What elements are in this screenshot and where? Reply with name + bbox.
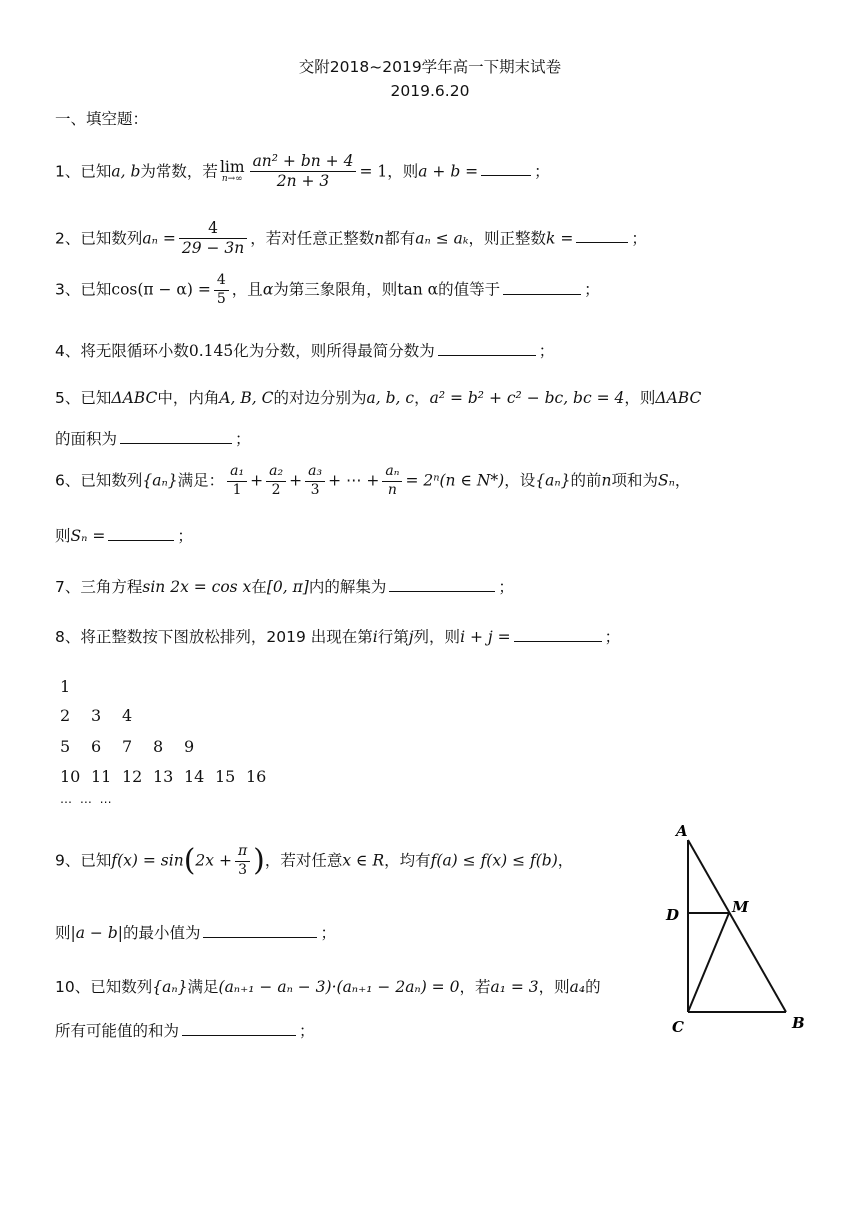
answer-blank-7 (389, 590, 495, 592)
answer-blank-6 (108, 539, 174, 541)
number-row-3: 5 6 7 8 9 (60, 737, 195, 756)
question-10: 10、已知数列{aₙ}满足(aₙ₊₁ − aₙ − 3)·(aₙ₊₁ − 2aₙ) = 0，若a₁ = 3，则a₄的 (55, 978, 601, 996)
question-8: 8、将正整数按下图放松排列，2019 出现在第i行第j列，则i + j = ； (55, 628, 621, 646)
question-6: 6、已知数列{aₙ}满足： $\frac{\text{a₁}}{1}$ + $\frac{\text{a₂}}{2}$ + $\frac{\text{a₃}}{3}$ + ⋯ + $\frac{\text{aₙ}}{n}$ = 2ⁿ(n ∈ N*)，设{aₙ}的前n项和为Sₙ， (55, 463, 691, 498)
answer-blank-9 (203, 936, 317, 938)
fraction-term-2: $\frac{\text{a₂}}{2}$ (266, 463, 286, 499)
label-b: B (792, 1014, 805, 1032)
answer-blank-3 (503, 293, 581, 295)
segment-ab (688, 840, 786, 1012)
number-row-2: 2 3 4 (60, 706, 133, 725)
answer-blank-2 (576, 241, 628, 243)
limit-operator: lim n→∞ (219, 157, 245, 185)
label-c: C (672, 1018, 684, 1036)
number-row-4: 10 11 12 13 14 15 16 (60, 767, 267, 786)
label-m: M (732, 898, 749, 916)
question-2: 2、已知数列aₙ = $\frac{4}{29 - 3n}$ ，若对任意正整数n都有aₙ ≤ aₖ，则正整数k = ； (55, 219, 647, 258)
exam-title: 交附2018~2019学年高一下期末试卷 (298, 58, 562, 76)
answer-blank-10 (182, 1034, 296, 1036)
question-9: 9、已知f(x) = sin(2x + $\frac{\pi}{3}$ )，若对任意x ∈ R，均有f(a) ≤ f(x) ≤ f(b)， (55, 843, 574, 878)
question-3: 3、已知cos(π − α) = $\frac{4}{5}$ ，且α为第三象限角，则tan α的值等于 ； (55, 272, 600, 307)
exam-date: 2019.6.20 (390, 82, 470, 100)
label-a: A (676, 822, 688, 840)
section-heading: 一、填空题： (55, 110, 149, 128)
fraction: $\frac{4}{29 - 3n}$ (179, 219, 247, 259)
fraction: $\frac{\text{an² + bn + 4}}{2n + 3}$ (250, 152, 357, 192)
question-9-line-2: 则|a − b|的最小值为 ； (55, 924, 336, 942)
number-row-1: 1 (60, 677, 71, 696)
question-1: 1、已知a, b为常数，若 lim n→∞ $\frac{\text{an² + bn + 4}}{2n + 3}$ = 1，则a + b = ； (55, 152, 550, 191)
answer-blank-4 (438, 354, 536, 356)
fraction: $\frac{\pi}{3}$ (235, 843, 250, 879)
fraction-term-n: $\frac{\text{aₙ}}{n}$ (382, 463, 402, 499)
question-10-line-2: 所有可能值的和为 ； (55, 1022, 315, 1040)
answer-blank-1 (481, 174, 531, 176)
segment-cm (688, 913, 729, 1012)
question-5: 5、已知ΔABC中，内角A, B, C的对边分别为a, b, c，a² = b² + c² − bc, bc = 4，则ΔABC (55, 389, 702, 407)
fraction: $\frac{4}{5}$ (214, 272, 229, 308)
label-d: D (666, 906, 680, 924)
answer-blank-5 (120, 442, 232, 444)
number-ellipsis: ⋯ ⋯ ⋯ (60, 795, 114, 809)
question-4: 4、将无限循环小数0.14̇5̇化为分数，则所得最简分数为 ； (55, 342, 555, 360)
question-7: 7、三角方程sin 2x = cos x在[0, π]内的解集为 ； (55, 578, 514, 596)
question-5-line-2: 的面积为 ； (55, 430, 251, 448)
fraction-term-3: $\frac{\text{a₃}}{3}$ (305, 463, 325, 499)
answer-blank-8 (514, 640, 602, 642)
question-6-line-2: 则Sₙ = ； (55, 527, 193, 545)
triangle-figure (660, 820, 820, 1040)
fraction-term-1: $\frac{\text{a₁}}{1}$ (227, 463, 247, 499)
